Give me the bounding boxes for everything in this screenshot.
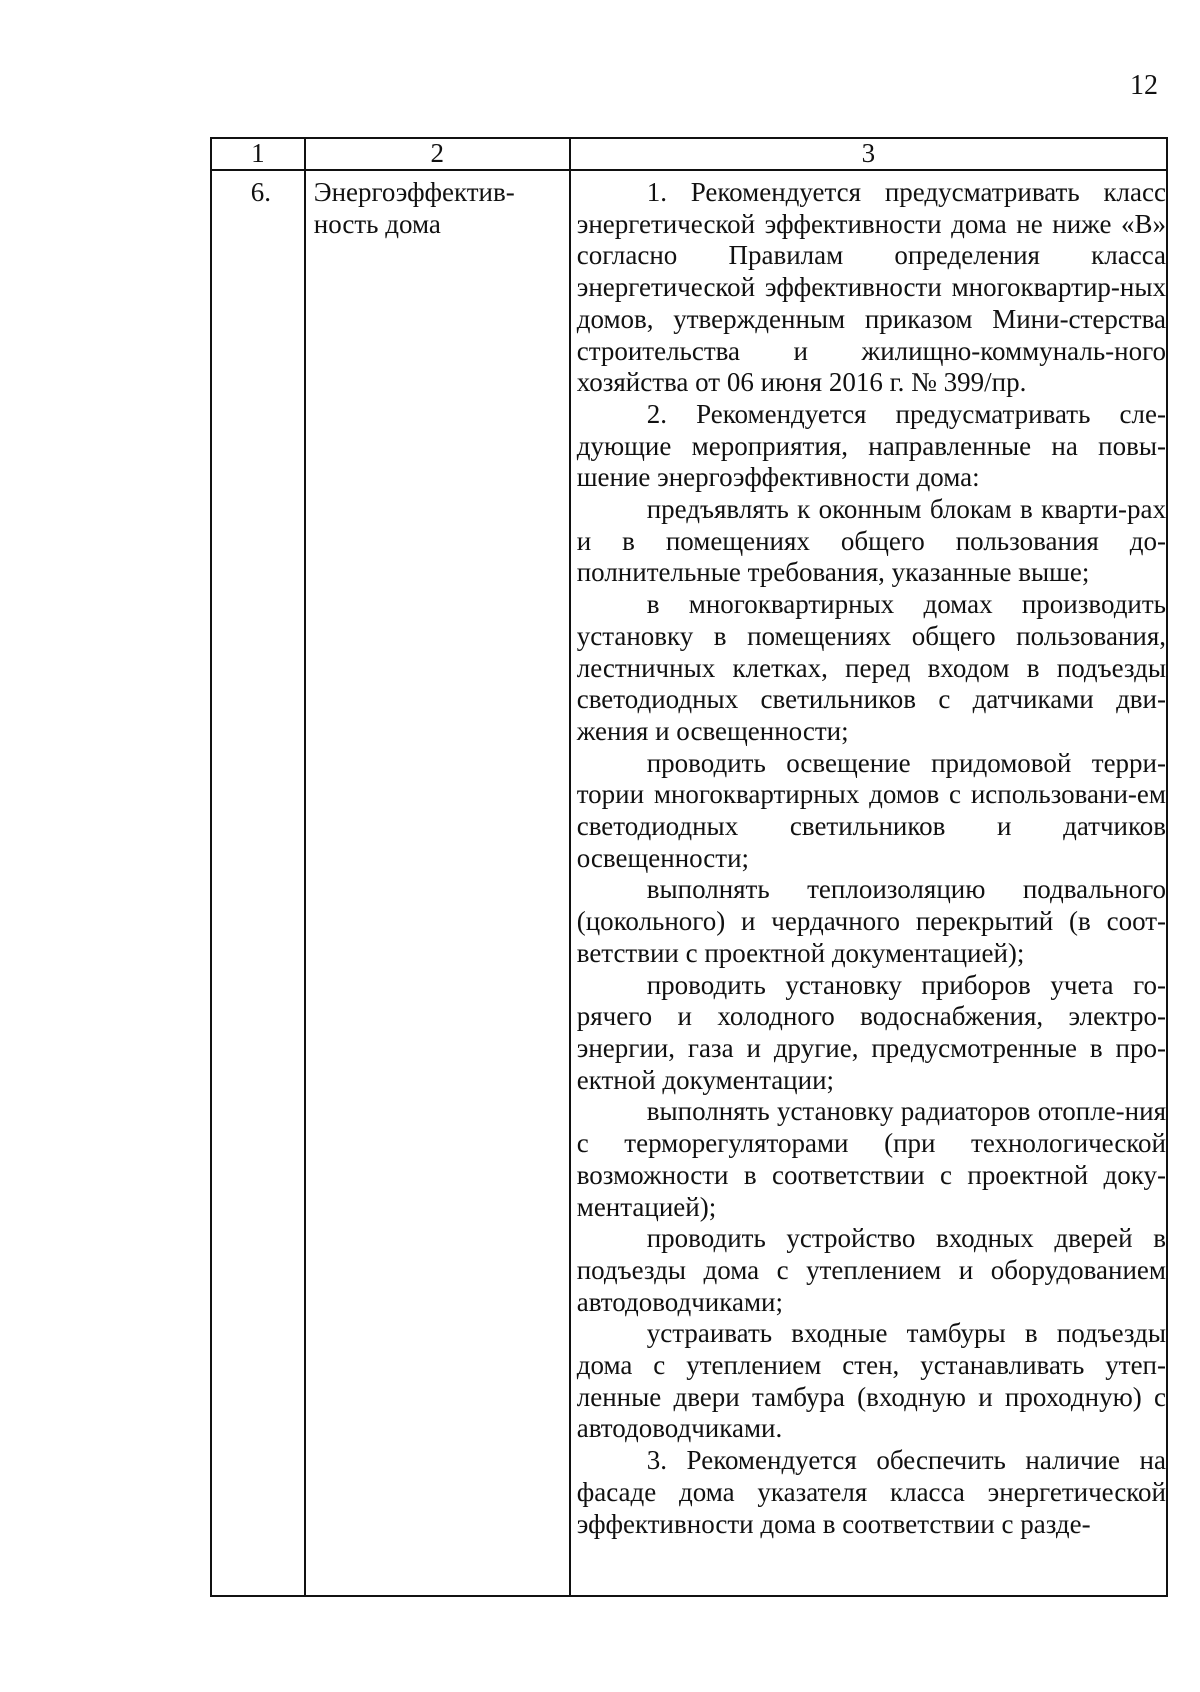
measure-yard-lighting: проводить освещение придомовой терри-тории многоквартирных домов с использовани-ем светодиодных светильников и датчиков освещенности; [576, 747, 1166, 873]
row-number: 6. [211, 170, 305, 1596]
column-header-1: 1 [211, 138, 305, 170]
measure-radiators: выполнять установку радиаторов отопле-ния с терморегуляторами (при технологической возможности в соответствии с проектной доку-ментацией); [576, 1096, 1166, 1222]
column-header-2: 2 [305, 138, 570, 170]
measure-led-lighting: в многоквартирных домах производить установку в помещениях общего пользования, лестничных клетках, перед входом в подъезды светодиодных светильников с датчиками дви-жения и освещенности; [576, 589, 1166, 746]
requirements-table [210, 137, 1168, 1597]
paragraph-2: 2. Рекомендуется предусматривать сле-дующие мероприятия, направленные на повы-шение энергоэффективности дома: [576, 398, 1166, 493]
table-header-row [211, 138, 1167, 170]
page-number: 12 [1130, 70, 1158, 101]
table-row [211, 170, 1167, 1596]
measure-windows: предъявлять к оконным блокам в кварти-рах и в помещениях общего пользования до-полнительные требования, указанные выше; [576, 494, 1166, 588]
row-content [570, 170, 1167, 1596]
measure-meters: проводить установку приборов учета го-рячего и холодного водоснабжения, электро-энергии, газа и другие, предусмотренные в про-ектной документации; [576, 969, 1166, 1095]
measure-insulation: выполнять теплоизоляцию подвального (цокольного) и чердачного перекрытий (в соот-ветствии с проектной документацией); [576, 874, 1166, 968]
paragraph-3: 3. Рекомендуется обеспечить наличие на фасаде дома указателя класса энергетической эффективности дома в соответствии с разде- [576, 1445, 1166, 1539]
measure-vestibules: устраивать входные тамбуры в подъезды дома с утеплением стен, устанавливать утеп-ленные двери тамбура (входную и проходную) с автодоводчиками. [576, 1318, 1166, 1444]
paragraph-1: 1. Рекомендуется предусматривать класс энергетической эффективности дома не ниже «В» согласно Правилам определения класса энергетической эффективности многоквартир-ных домов, утвержденным приказом Мини-стерства строительства и жилищно-коммуналь-ного хозяйства от 06 июня 2016 г. № 399/пр. [576, 177, 1166, 398]
row-title: Энергоэффектив-ность дома [305, 170, 570, 1596]
column-header-3: 3 [570, 138, 1167, 170]
measure-entrance-doors: проводить устройство входных дверей в подъезды дома с утеплением и оборудованием автодоводчиками; [576, 1223, 1166, 1317]
